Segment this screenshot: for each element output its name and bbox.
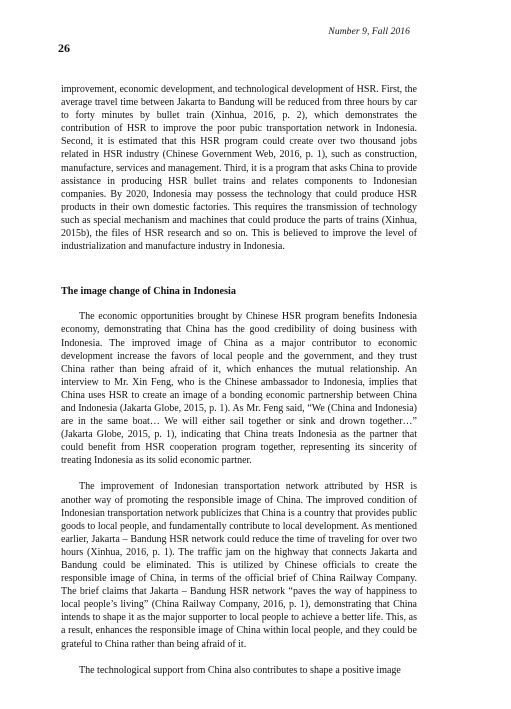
running-head: Number 9, Fall 2016: [328, 27, 410, 37]
section-heading: The image change of China in Indonesia: [61, 286, 236, 298]
paragraph-continued: improvement, economic development, and technological development of HSR. First, the average travel time between Jakarta to Bandung will be reduced from three hours by car to forty minutes by bullet train (Xinhua, 2016, p. 2), which demonstrates the contribution of HSR to improve the poor pubic transportation network in Indonesia. Second, it is estimated that this HSR program could create over two thousand jobs related in HSR industry (Chinese Government Web, 2016, p. 1), such as construction, manufacture, services and management. Third, it is a program that asks China to provide assistance in producing HSR bullet trains and relates components to Indonesian companies. By 2020, Indonesia may possess the technology that could produce HSR products in their own domestic factories. This requires the transmission of technology such as special mechanism and machines that could produce the parts of trains (Xinhua, 2015b), the files of HSR research and so on. This is believed to improve the level of industrialization and manufacture industry in Indonesia.: [61, 84, 417, 253]
paragraph-economic-opportunities: The economic opportunities brought by Chinese HSR program benefits Indonesia economy, demonstrating that China has the good credibility of doing business with Indonesia. The improved image of China as a major contributor to economic development increase the favors of local people and the government, and they trust China rather than being afraid of it, which enhances the mutual relationship. An interview to Mr. Xin Feng, who is the Chinese ambassador to Indonesia, implies that China uses HSR to create an image of a bonding economic partnership between China and Indonesia (Jakarta Globe, 2015, p. 1). As Mr. Feng said, “We (China and Indonesia) are in the same boat… We will either sail together or sink and drown together…” (Jakarta Globe, 2015, p. 1), indicating that China treats Indonesia as the partner that could benefit from HSR cooperation program together, representing its sincerity of treating Indonesia as its solid economic partner.: [61, 311, 417, 467]
page-number: 26: [58, 41, 70, 55]
body-text: [61, 83, 417, 677]
paragraph-technological-support: The technological support from China also contributes to shape a positive image: [79, 664, 401, 676]
paragraph-transportation-network: The improvement of Indonesian transportation network attributed by HSR is another way of promoting the responsible image of China. The improved condition of Indonesian transportation network publicizes that China is a country that provides public goods to local people, and fundamentally contribute to local development. As mentioned earlier, Jakarta – Bandung HSR network could reduce the time of traveling for over two hours (Xinhua, 2016, p. 1). The traffic jam on the highway that connects Jakarta and Bandung could be eliminated. This is utilized by Chinese officials to create the responsible image of China, in terms of the official brief of China Railway Company. The brief claims that Jakarta – Bandung HSR network “paves the way of happiness to local people’s living” (China Railway Company, 2016, p. 1), demonstrating that China intends to shape it as the major supporter to local people to achieve a better life. This, as a result, enhances the responsible image of China within local people, and they could be grateful to China rather than being afraid of it.: [61, 481, 417, 650]
